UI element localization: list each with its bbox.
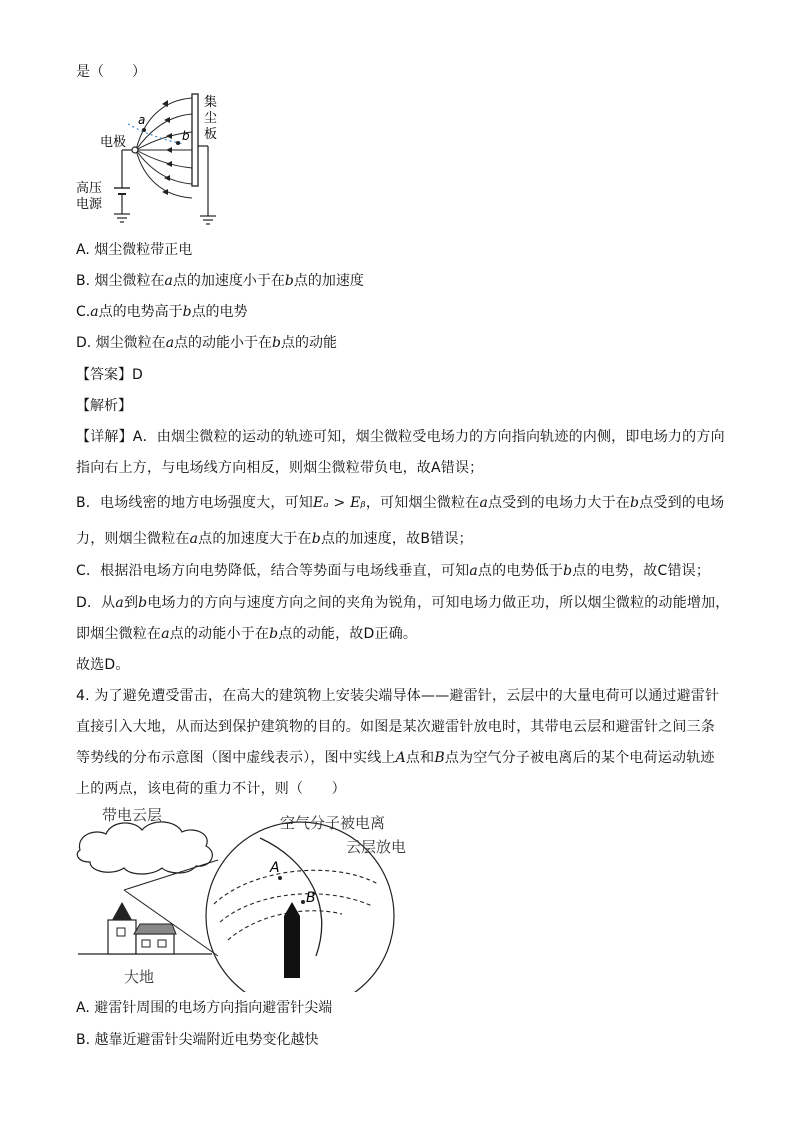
field-strength-formula: Eₐ > Eᵦ	[313, 495, 366, 511]
q4-figure-lightning-rod	[72, 806, 432, 992]
q3-detail-line-7: 即烟尘微粒在a点的动能小于在b点的动能，故D正确。	[76, 626, 418, 642]
point-b-label: b	[182, 129, 190, 143]
q4-option-b: B. 越靠近避雷针尖端附近电势变化越快	[76, 1032, 319, 1048]
source-label-2: 电源	[76, 197, 103, 212]
field-arrows	[162, 100, 172, 195]
point-A-marker	[278, 876, 282, 880]
q3-detail-line-2: 指向右上方，与电场线方向相反，则烟尘微粒带负电，故A错误；	[76, 460, 484, 476]
cloud-label: 带电云层	[102, 806, 163, 824]
point-a-marker	[142, 128, 146, 132]
zoom-line-top	[124, 860, 218, 890]
source-label-1: 高压	[76, 181, 103, 196]
collector-plate	[192, 94, 198, 186]
q4-option-a: A. 避雷针周围的电场方向指向避雷针尖端	[76, 1000, 333, 1016]
q3-option-a: A. 烟尘微粒带正电	[76, 242, 193, 258]
point-b-marker	[176, 141, 180, 145]
q3-detail-line-6: D．从a到b电场力的方向与速度方向之间的夹角为锐角，可知电场力做正功，所以烟尘微粒的动能增加，	[76, 595, 730, 611]
q4-stem-line-4: 上的两点，该电荷的重力不计，则（ ）	[76, 781, 346, 797]
point-B-marker	[301, 900, 305, 904]
lightning-rod	[284, 902, 300, 978]
electrode	[132, 147, 138, 153]
point-A-label: A	[270, 860, 280, 876]
q4-stem-line-1: 4. 为了避免遭受雷击，在高大的建筑物上安装尖端导体——避雷针，云层中的大量电荷可以通过避雷针	[76, 688, 720, 704]
q3-answer	[76, 365, 143, 385]
q3-analysis-tag: 【解析】	[76, 398, 132, 414]
plate-label-2: 尘	[204, 111, 218, 126]
point-B-label: B	[306, 890, 316, 906]
q3-stem-tail: 是（ ）	[76, 64, 146, 80]
ionized-label: 空气分子被电离	[280, 814, 386, 832]
plate-label-3: 板	[204, 127, 218, 142]
charged-cloud	[77, 822, 212, 874]
q3-detail-line-1: 【详解】A．由烟尘微粒的运动的轨迹可知，烟尘微粒受电场力的方向指向轨迹的内侧，即电场力的方向	[76, 429, 725, 445]
building-tower	[108, 920, 136, 954]
point-a-label: a	[138, 113, 146, 127]
q3-option-b: B. 烟尘微粒在a点的加速度小于在b点的加速度	[76, 273, 364, 289]
q3-detail-line-4: 力，则烟尘微粒在a点的加速度大于在b点的加速度，故B错误；	[76, 531, 473, 547]
electrode-label: 电极	[100, 135, 127, 150]
plate-label-1: 集	[204, 95, 218, 110]
q3-detail-line-5: C．根据沿电场方向电势降低，结合等势面与电场线垂直，可知a点的电势低于b点的电势，故C错误；	[76, 563, 711, 579]
tower-spire	[112, 902, 132, 920]
q3-figure-precipitator	[72, 88, 232, 234]
answer-tag: 【答案】	[76, 367, 132, 383]
q3-option-d: D. 烟尘微粒在a点的动能小于在b点的动能	[76, 335, 338, 351]
q4-stem-line-2: 直接引入大地，从而达到保护建筑物的目的。如图是某次避雷针放电时，其带电云层和避雷针之间三条	[76, 719, 715, 735]
answer-value: D	[132, 367, 143, 383]
q3-detail-line-8: 故选D。	[76, 657, 130, 673]
q3-detail-line-3: B．电场线密的地方电场强度大，可知Eₐ > Eᵦ，可知烟尘微粒在a点受到的电场力大于在b点受到的电场	[76, 495, 725, 511]
discharge-label: 云层放电	[346, 838, 407, 856]
ground-label: 大地	[124, 968, 155, 986]
q3-option-c: C.a点的电势高于b点的电势	[76, 304, 248, 320]
q4-stem-line-3: 等势线的分布示意图（图中虚线表示），图中实线上A点和B点为空气分子被电离后的某个电荷运动轨迹	[76, 750, 715, 766]
